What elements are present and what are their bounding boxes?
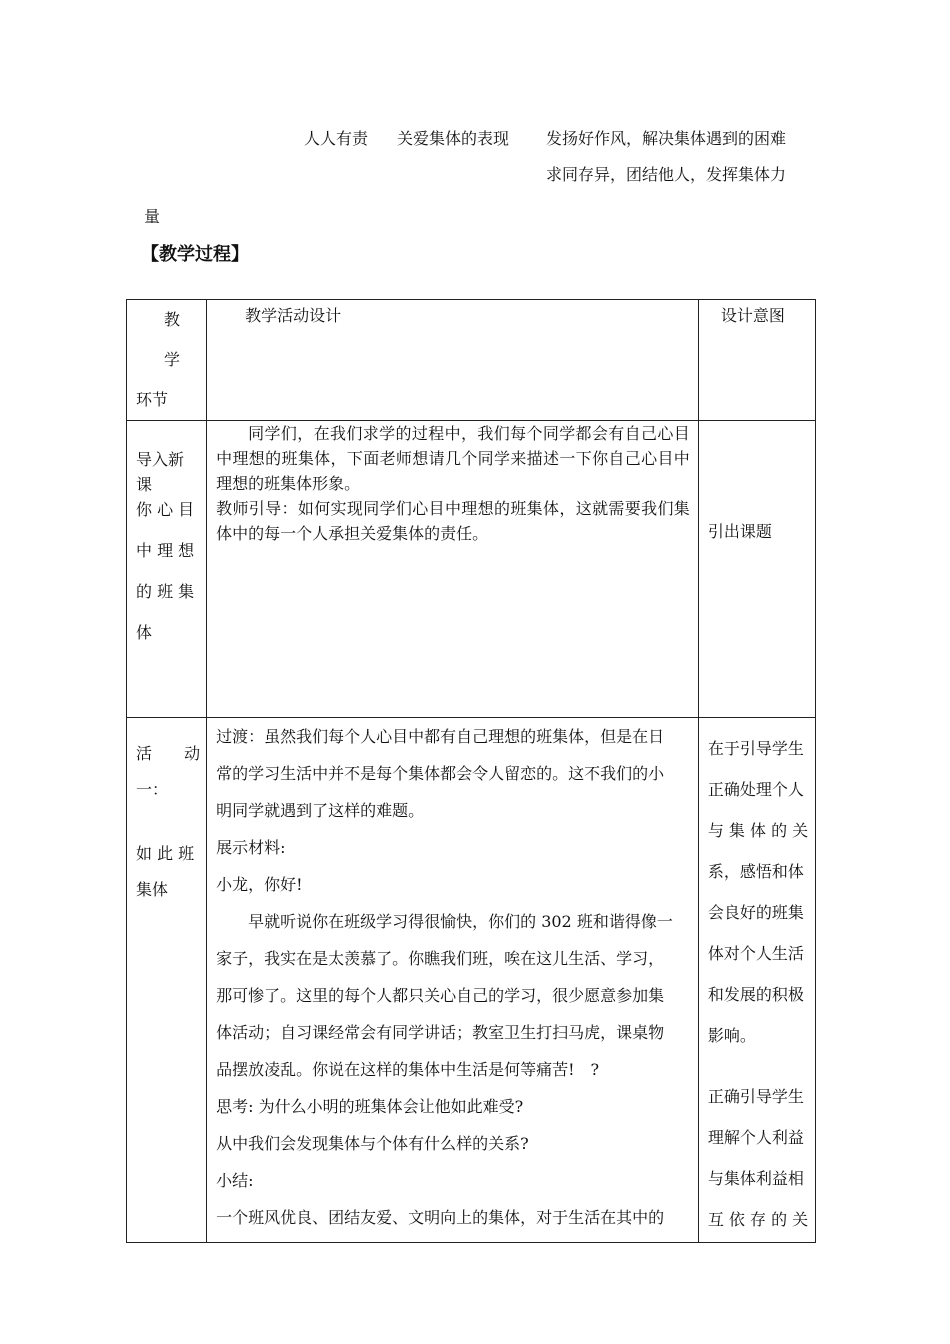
intent-line: 会良好的班集 — [707, 903, 804, 922]
header-stage-line2: 环节 — [136, 390, 169, 409]
header-cell-intent — [698, 300, 815, 421]
intent-line: 影响。 — [707, 1026, 756, 1045]
activity-line: 体活动；自习课经常会有同学讲话；教室卫生打扫马虎，课桌物 — [216, 1023, 665, 1042]
stage-line: 集体 — [136, 880, 169, 899]
activity-cell-activity1 — [207, 718, 699, 1243]
activity-line: 早就听说你在班级学习得很愉快，你们的 302 班和谐得像一 — [248, 912, 673, 931]
activity-line: 从中我们会发现集体与个体有什么样的关系? — [216, 1134, 529, 1153]
header-item-behavior: 关爱集体的表现 — [397, 129, 510, 148]
table-header-row — [127, 300, 816, 421]
header-cell-activity — [207, 300, 699, 421]
activity-line: 明同学就遇到了这样的难题。 — [216, 801, 425, 820]
intent-line: 和发展的积极 — [707, 985, 804, 1004]
stage-line: 中 理 想 — [136, 541, 195, 560]
header-item-style-line3: 量 — [144, 207, 161, 226]
activity-line: 思考: 为什么小明的班集体会让他如此难受? — [216, 1097, 524, 1116]
activity-line: 常的学习生活中并不是每个集体都会令人留恋的。这不我们的小 — [216, 764, 665, 783]
header-item-style-line1: 发扬好作风，解决集体遇到的困难 — [546, 129, 787, 148]
stage-line: 如 此 班 — [136, 844, 195, 863]
activity-line: 家子，我实在是太羡慕了。你瞧我们班，唉在这儿生活、学习， — [216, 949, 665, 968]
stage-line: 你 心 目 — [136, 500, 195, 519]
intent-line: 系，感悟和体 — [707, 862, 804, 881]
activity-line: 展示材料: — [216, 838, 286, 857]
intent-line: 在于引导学生 — [707, 739, 804, 758]
stage-line: 一： — [136, 780, 169, 799]
intent-text: 引出课题 — [707, 522, 772, 541]
activity-line: 小龙，你好! — [216, 875, 303, 894]
activity-line: 小结: — [216, 1171, 254, 1190]
activity-paragraph: 教师引导：如何实现同学们心目中理想的班集体，这就需要我们集体中的每一个人承担关爱集体的责任。 — [216, 499, 690, 543]
header-stage-line1: 教 学 — [164, 310, 181, 369]
section-title: 【教学过程】 — [141, 244, 249, 265]
header-item-style-line2: 求同存异，团结他人，发挥集体力 — [546, 165, 787, 184]
stage-line: 的 班 集 — [136, 582, 195, 601]
intent-cell-activity1 — [698, 718, 815, 1243]
intent-line: 与集体利益相 — [707, 1169, 804, 1188]
stage-line: 课 — [136, 475, 153, 494]
intent-line: 理解个人利益 — [707, 1128, 804, 1147]
intent-line: 正确处理个人 — [707, 780, 804, 799]
intent-line: 体对个人生活 — [707, 944, 804, 963]
header-activity-label: 教学活动设计 — [245, 306, 342, 325]
activity-line: 品摆放凌乱。你说在这样的集体中生活是何等痛苦! ? — [216, 1060, 600, 1079]
activity-line: 一个班风优良、团结友爱、文明向上的集体，对于生活在其中的 — [216, 1208, 665, 1227]
stage-cell-intro — [127, 421, 207, 718]
intent-line: 与 集 体 的 关 — [707, 821, 809, 840]
stage-line: 活 动 — [136, 744, 201, 763]
stage-line: 体 — [136, 623, 153, 642]
intent-line: 互 依 存 的 关 — [707, 1210, 809, 1229]
table-row — [127, 718, 816, 1243]
header-cell-stage — [127, 300, 207, 421]
stage-cell-activity1 — [127, 718, 207, 1243]
table-row — [127, 421, 816, 718]
stage-line: 导入新 — [136, 450, 185, 469]
header-item-responsibility: 人人有责 — [304, 129, 369, 148]
activity-cell-intro — [207, 421, 699, 718]
activity-line: 那可惨了。这里的每个人都只关心自己的学习，很少愿意参加集 — [216, 986, 665, 1005]
activity-line: 过渡：虽然我们每个人心目中都有自己理想的班集体，但是在日 — [216, 727, 665, 746]
activity-paragraph: 同学们，在我们求学的过程中，我们每个同学都会有自己心目中理想的班集体，下面老师想请几个同学来描述一下你自己心目中理想的班集体形象。 — [216, 424, 690, 493]
lesson-process-table — [126, 299, 816, 1243]
intent-line: 正确引导学生 — [707, 1087, 804, 1106]
header-intent-label: 设计意图 — [720, 306, 785, 325]
intent-cell-intro — [698, 421, 815, 718]
